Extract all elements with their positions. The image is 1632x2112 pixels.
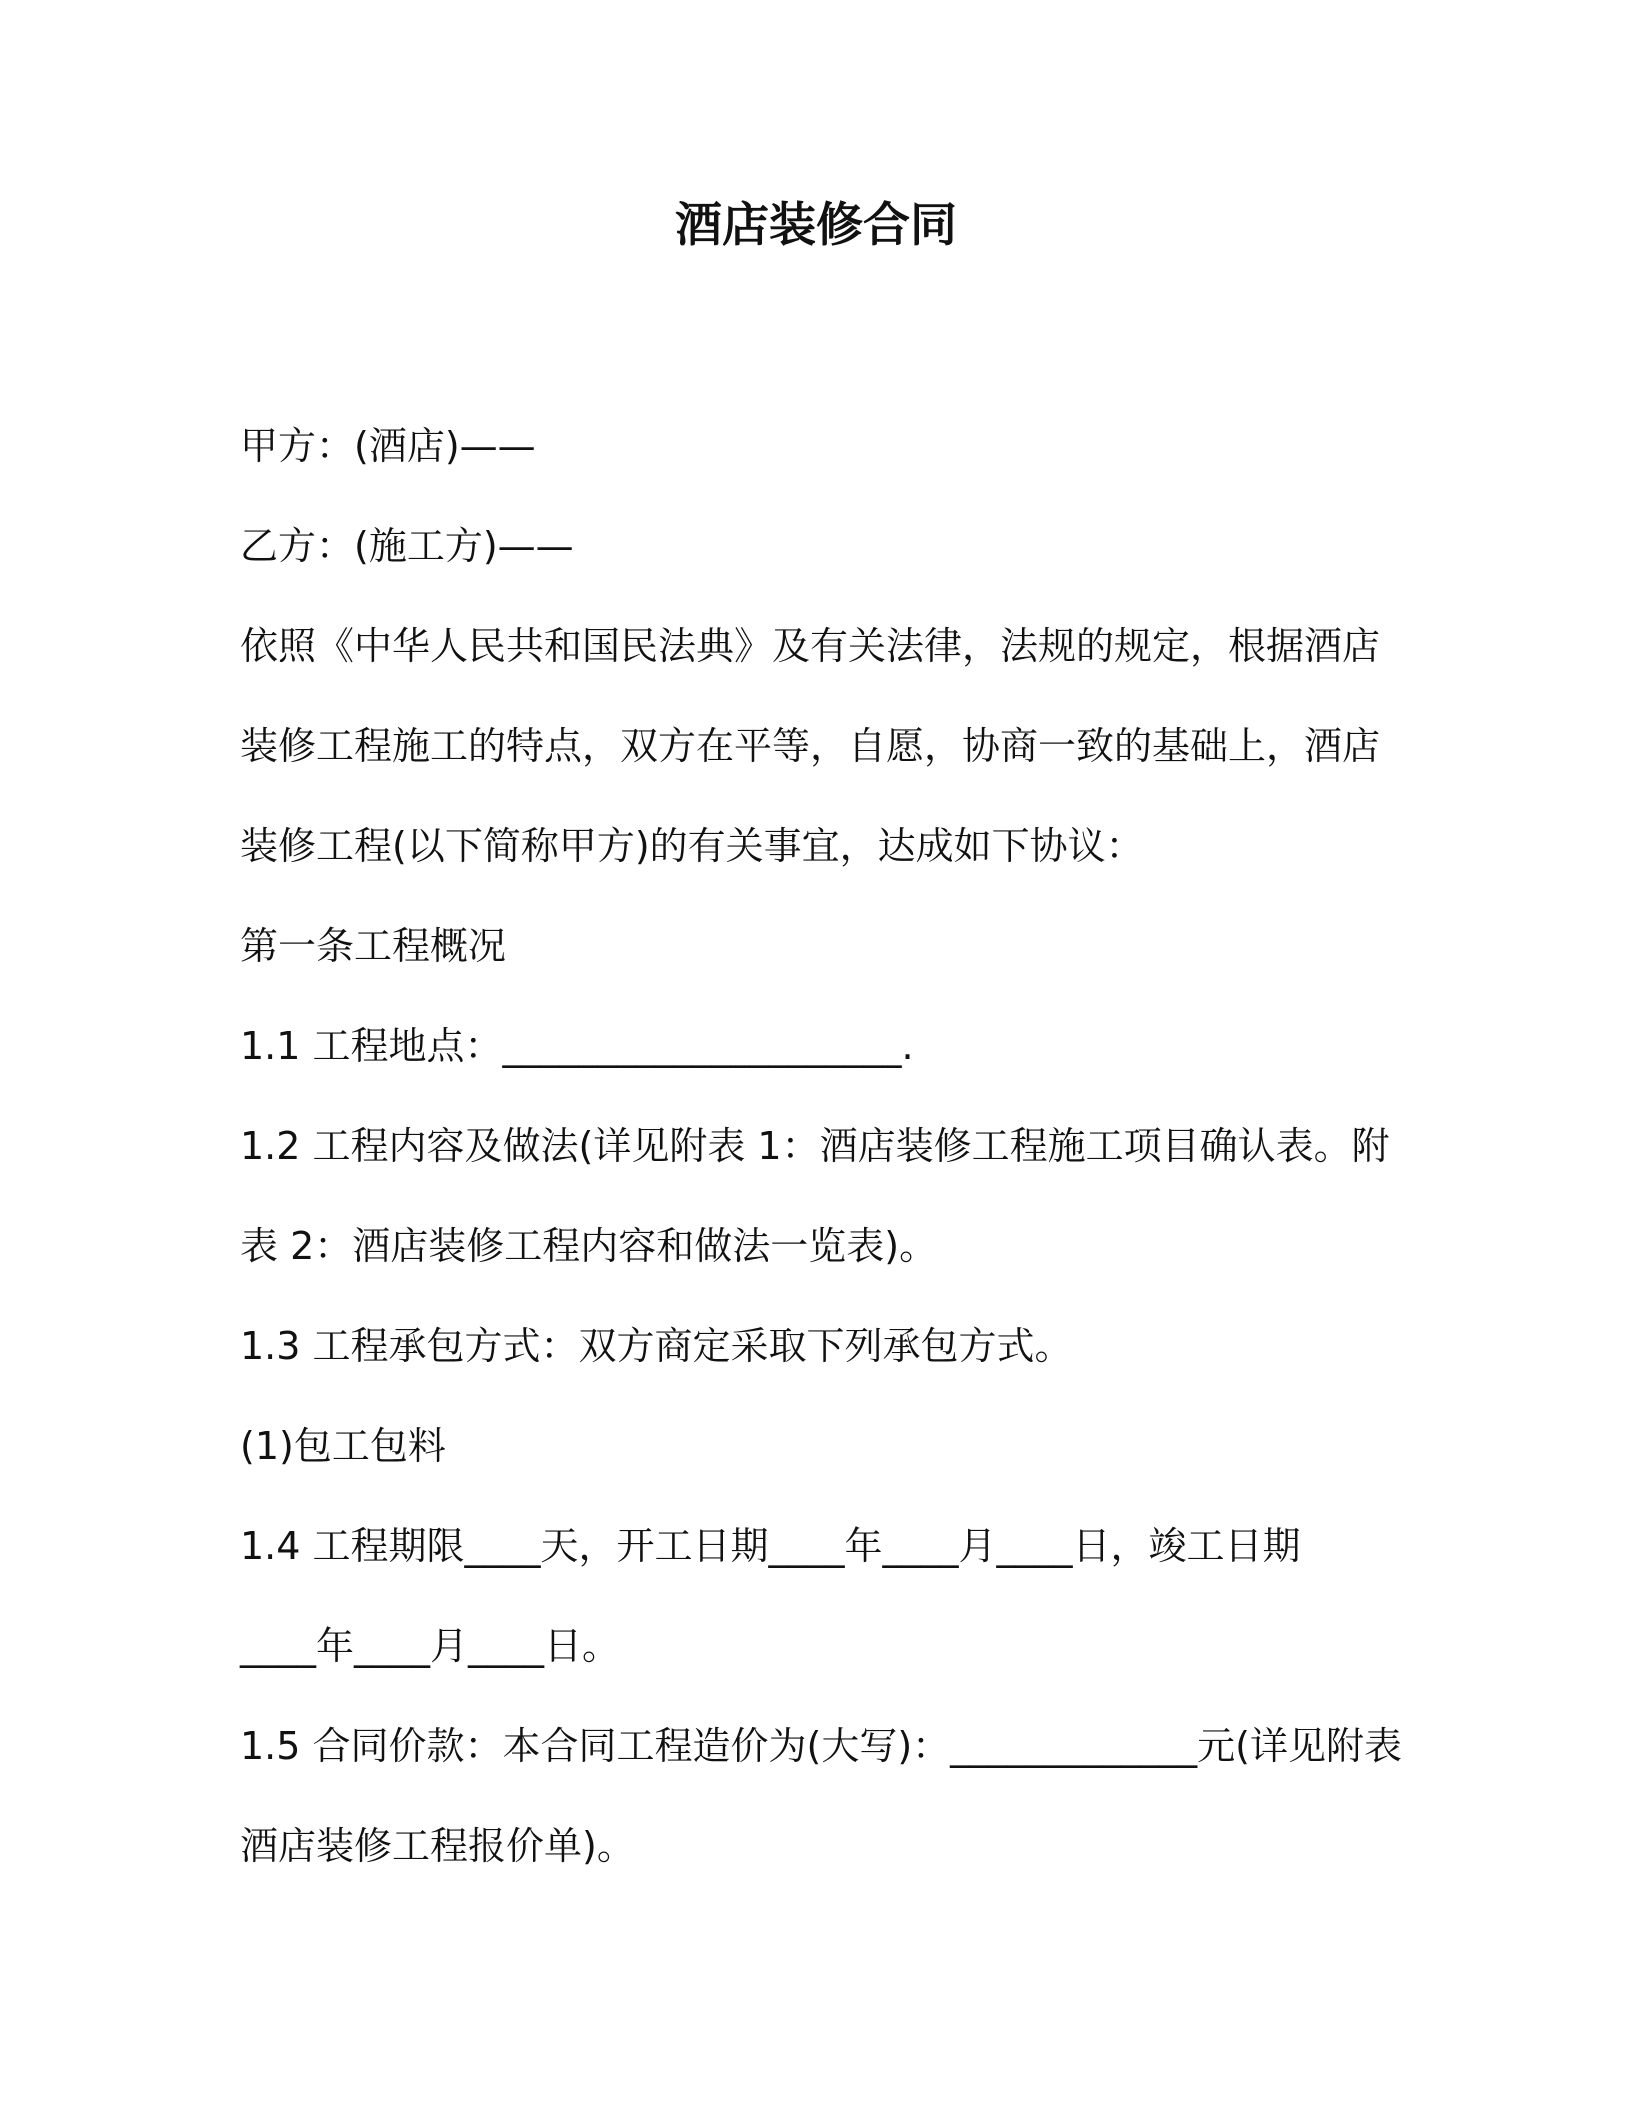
clause-1-2-line-1: 1.2 工程内容及做法(详见附表 1：酒店装修工程施工项目确认表。附 xyxy=(240,1124,1390,1168)
clause-1-4-line-2: ____年____月____日。 xyxy=(240,1624,621,1668)
preamble-line-3: 装修工程(以下简称甲方)的有关事宜，达成如下协议： xyxy=(240,824,1144,868)
party-a-line: 甲方：(酒店)—— xyxy=(240,424,536,468)
preamble-line-2: 装修工程施工的特点，双方在平等，自愿，协商一致的基础上，酒店 xyxy=(240,724,1381,768)
clause-1-3-option-1: (1)包工包料 xyxy=(240,1424,446,1468)
clause-1-1: 1.1 工程地点：_____________________. xyxy=(240,1024,914,1068)
article-1-heading: 第一条工程概况 xyxy=(240,924,507,968)
clause-1-3: 1.3 工程承包方式：双方商定采取下列承包方式。 xyxy=(240,1324,1073,1368)
clause-1-4-line-1: 1.4 工程期限____天，开工日期____年____月____日，竣工日期 xyxy=(240,1524,1301,1568)
clause-1-5-line-1: 1.5 合同价款：本合同工程造价为(大写)：_____________元(详见附表 xyxy=(240,1724,1402,1768)
clause-1-2-line-2: 表 2：酒店装修工程内容和做法一览表)。 xyxy=(240,1224,938,1268)
party-b-line: 乙方：(施工方)—— xyxy=(240,524,574,568)
clause-1-5-line-2: 酒店装修工程报价单)。 xyxy=(240,1824,635,1868)
preamble-line-1: 依照《中华人民共和国民法典》及有关法律，法规的规定，根据酒店 xyxy=(240,624,1381,668)
document-title: 酒店装修合同 xyxy=(675,198,957,253)
